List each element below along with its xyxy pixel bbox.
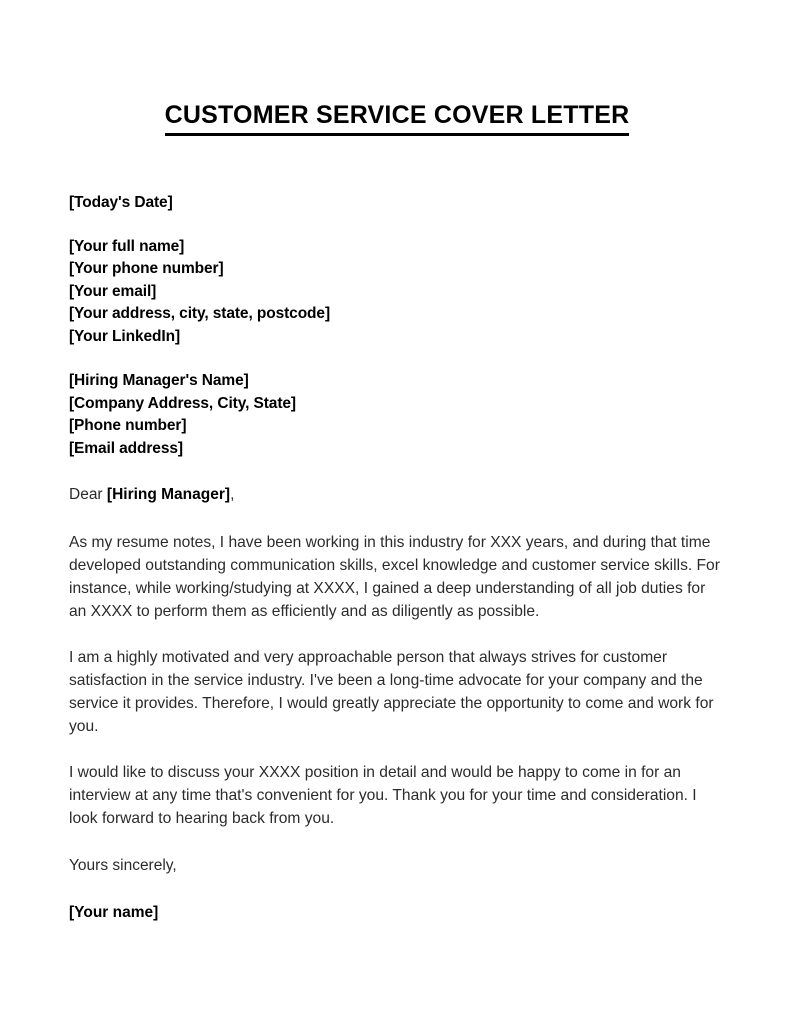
sender-line-email: [Your email]	[69, 282, 157, 300]
spacer-after-recipient	[69, 460, 725, 484]
salutation-recipient-name: [Hiring Manager]	[106, 486, 231, 504]
recipient-line-phone: [Phone number]	[69, 417, 187, 435]
body-paragraph-3: I would like to discuss your XXXX position in detail and would be happy to come in for an interview at any time that's convenient for you. Thank you for your time and consideration. I look forward to hearing back from you.	[69, 763, 697, 827]
recipient-block	[69, 370, 725, 460]
salutation	[69, 484, 725, 507]
spacer-after-sender	[69, 348, 725, 370]
document-body	[69, 84, 725, 924]
sender-line-linkedin: [Your LinkedIn]	[69, 327, 181, 345]
recipient-line-email: [Email address]	[69, 439, 183, 457]
spacer-before-signature	[69, 877, 725, 901]
date-block	[69, 192, 725, 215]
sender-block	[69, 236, 725, 349]
sender-line-name: [Your full name]	[69, 237, 185, 255]
salutation-punctuation: ,	[230, 486, 235, 504]
recipient-line-address: [Company Address, City, State]	[69, 394, 296, 412]
page-title: CUSTOMER SERVICE COVER LETTER	[165, 101, 630, 136]
body-paragraph-2: I am a highly motivated and very approachable person that always strives for customer satisfaction in the service industry. I've been a long-time advocate for your company and the service it provides. Therefore, I would greatly appreciate the opportunity to come and work for you.	[69, 648, 714, 735]
closing-line: Yours sincerely,	[69, 856, 177, 874]
spacer-before-closing	[69, 830, 725, 854]
signature-line: [Your name]	[69, 903, 159, 921]
body-paragraph-1: As my resume notes, I have been working in this industry for XXX years, and during that time developed outstanding communication skills, excel knowledge and customer service skills. For instance, while working/studying at XXXX, I gained a deep understanding of all job duties for an XXXX to perform them as efficiently and as diligently as possible.	[69, 533, 720, 620]
title-container	[69, 84, 725, 152]
salutation-greeting: Dear	[69, 486, 107, 504]
spacer-after-date	[69, 215, 725, 236]
recipient-line-manager-name: [Hiring Manager's Name]	[69, 372, 249, 390]
date-line: [Today's Date]	[69, 194, 173, 212]
sender-line-phone: [Your phone number]	[69, 260, 224, 278]
spacer-after-salutation	[69, 507, 725, 531]
sender-line-address: [Your address, city, state, postcode]	[69, 305, 331, 323]
